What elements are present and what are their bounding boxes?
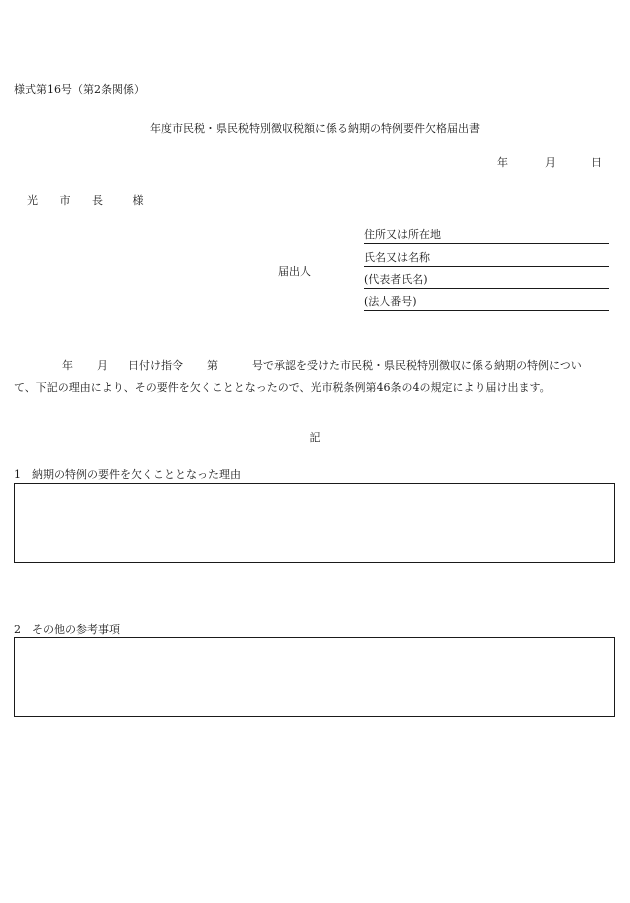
representative-field[interactable] [364, 274, 609, 289]
address-field[interactable] [364, 229, 609, 244]
body-month: 月 [97, 359, 108, 372]
declaration-body [14, 355, 618, 399]
addressee-char: 様 [132, 194, 144, 207]
representative-field-label: (代表者氏名) [364, 273, 428, 286]
addressee-char: 市 [59, 194, 71, 207]
document-title: 年度市民税・県民税特別徴収税額に係る納期の特例要件欠格届出書 [150, 122, 480, 135]
name-field[interactable] [364, 252, 609, 267]
date-year-label: 年 [497, 156, 508, 169]
notes-label: 2 その他の参考事項 [14, 623, 120, 636]
addressee [27, 195, 144, 206]
applicant-label: 届出人 [278, 265, 311, 278]
corporate-number-field-label: (法人番号) [364, 295, 417, 308]
body-day-directive: 日付け指令 [128, 359, 183, 372]
notes-textbox[interactable] [14, 637, 615, 717]
form-number: 様式第16号（第2条関係） [14, 83, 145, 96]
body-year: 年 [62, 359, 73, 372]
date-month-label: 月 [545, 156, 556, 169]
addressee-char: 長 [92, 194, 103, 207]
declaration-line-2: て、下記の理由により、その要件を欠くこととなったので、光市税条例第46条の4の規定により届け出ます。 [14, 381, 551, 394]
addressee-char: 光 [27, 194, 38, 207]
reason-textbox[interactable] [14, 483, 615, 563]
name-field-label: 氏名又は名称 [364, 251, 430, 264]
declaration-line-1 [14, 355, 618, 377]
date-day-label: 日 [591, 156, 602, 169]
corporate-number-field[interactable] [364, 296, 609, 311]
body-number-prefix: 第 [207, 359, 218, 372]
address-field-label: 住所又は所在地 [364, 228, 441, 241]
ki-heading: 記 [309, 431, 321, 444]
reason-label: 1 納期の特例の要件を欠くこととなった理由 [14, 468, 241, 481]
body-line1-rest: 号で承認を受けた市民税・県民税特別徴収に係る納期の特例につい [252, 359, 582, 372]
